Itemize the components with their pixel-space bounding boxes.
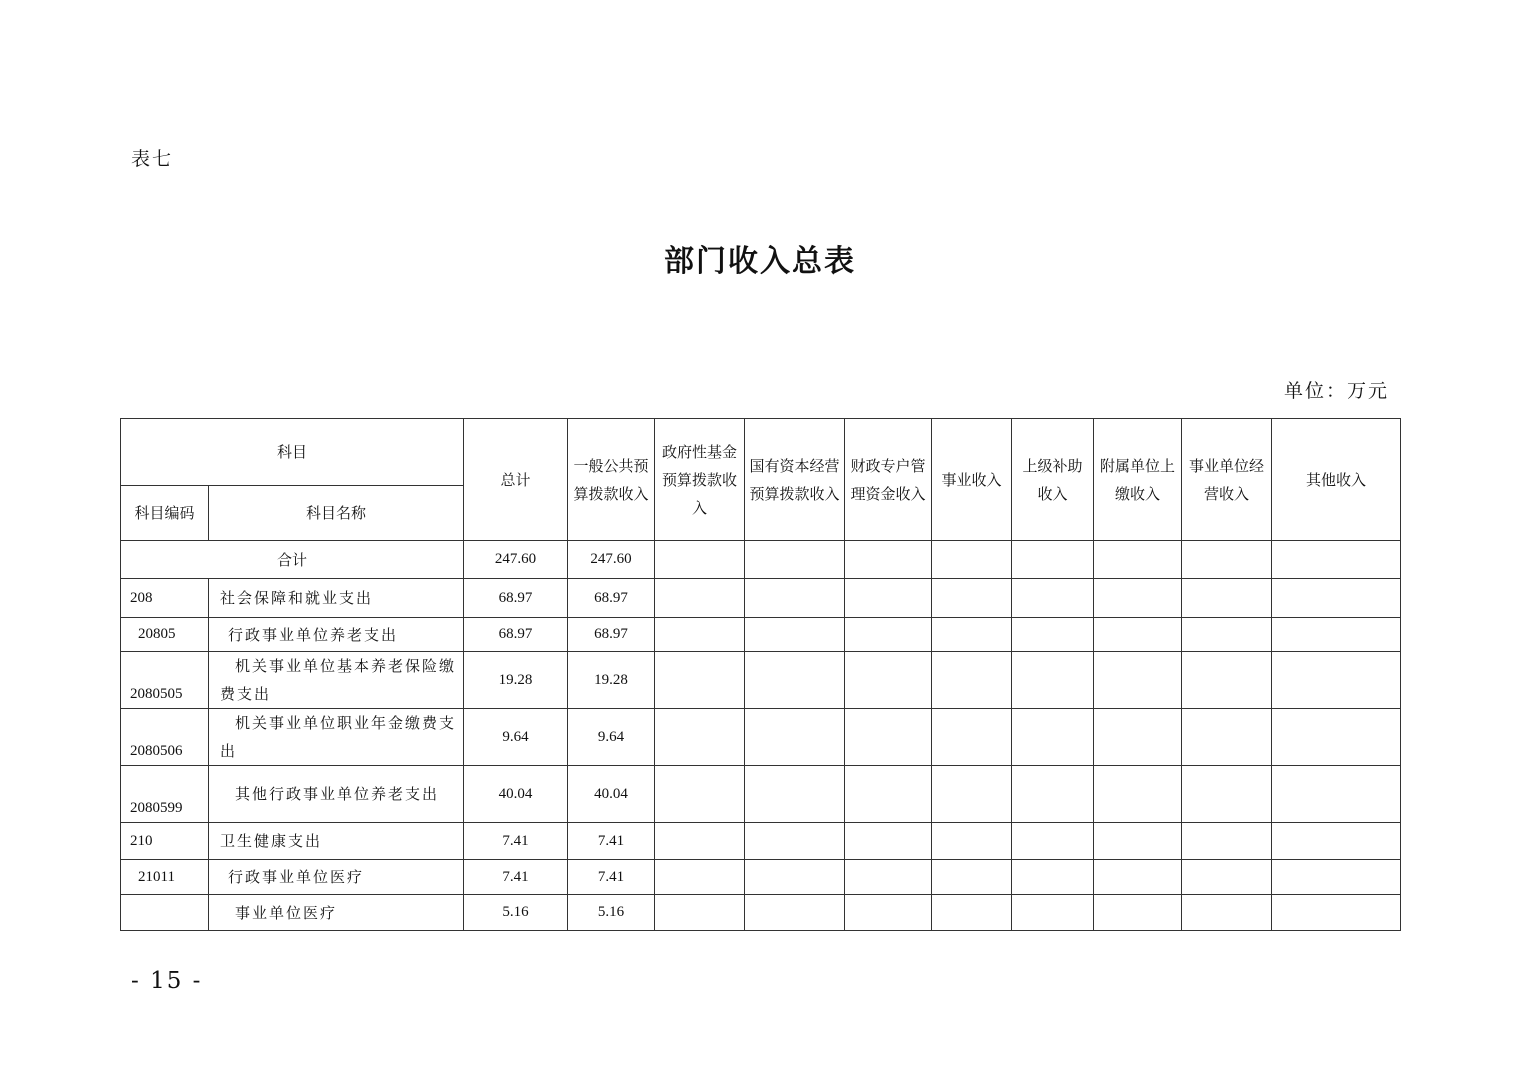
- subject-name: 卫生健康支出: [209, 823, 464, 860]
- subject-code: 2080505: [121, 652, 209, 709]
- table-row: [121, 823, 1401, 860]
- subject-code: 210: [121, 823, 209, 860]
- subject-name: 社会保障和就业支出: [209, 579, 464, 618]
- subject-name: [209, 766, 464, 823]
- subject-code: 2080506: [121, 709, 209, 766]
- header-operating-income: 事业单位经营收入: [1182, 419, 1272, 541]
- row-total: 68.97: [464, 579, 568, 618]
- header-general-budget: 一般公共预算拨款收入: [568, 419, 655, 541]
- total-row: [121, 541, 1401, 579]
- total-value: 247.60: [464, 541, 568, 579]
- table-row: [121, 895, 1401, 931]
- table-label: 表七: [131, 148, 174, 170]
- subject-name-text: 事业单位医疗: [235, 903, 338, 922]
- table-row: [121, 766, 1401, 823]
- header-subject-code: 科目编码: [121, 486, 209, 541]
- row-total: 68.97: [464, 618, 568, 652]
- row-general-budget: 5.16: [568, 895, 655, 931]
- header-superior-subsidy: 上级补助收入: [1012, 419, 1094, 541]
- row-total: 7.41: [464, 860, 568, 895]
- row-total: 5.16: [464, 895, 568, 931]
- page-number: - 15 -: [131, 968, 203, 994]
- table-row: [121, 579, 1401, 618]
- subject-name-text: 机关事业单位职业年金缴费支出: [220, 714, 457, 760]
- table-row: [121, 652, 1401, 709]
- row-general-budget: 7.41: [568, 823, 655, 860]
- subject-name: 行政事业单位养老支出: [209, 618, 464, 652]
- subject-name: [209, 895, 464, 931]
- total-general-budget: 247.60: [568, 541, 655, 579]
- unit-label: 单位：万元: [1283, 380, 1389, 402]
- row-general-budget: 68.97: [568, 579, 655, 618]
- header-subject-name: 科目名称: [209, 486, 464, 541]
- row-general-budget: 7.41: [568, 860, 655, 895]
- total-label: 合计: [121, 541, 464, 579]
- header-other-income: 其他收入: [1272, 419, 1401, 541]
- subject-code: 2080599: [121, 766, 209, 823]
- subject-code: [121, 895, 209, 931]
- header-affiliated-units: 附属单位上缴收入: [1094, 419, 1182, 541]
- row-general-budget: 19.28: [568, 652, 655, 709]
- header-business-income: 事业收入: [932, 419, 1012, 541]
- subject-name-text: 其他行政事业单位养老支出: [235, 785, 440, 803]
- header-state-capital: 国有资本经营预算拨款收入: [745, 419, 845, 541]
- header-subject: 科目: [121, 419, 464, 486]
- subject-name-text: 机关事业单位基本养老保险缴费支出: [220, 657, 457, 703]
- row-total: 40.04: [464, 766, 568, 823]
- row-total: 19.28: [464, 652, 568, 709]
- subject-code: 208: [121, 579, 209, 618]
- subject-name: [209, 709, 464, 766]
- header-total: 总计: [464, 419, 568, 541]
- page-title: 部门收入总表: [664, 244, 856, 279]
- row-general-budget: 9.64: [568, 709, 655, 766]
- row-general-budget: 40.04: [568, 766, 655, 823]
- table-row: [121, 860, 1401, 895]
- subject-code: 20805: [121, 618, 209, 652]
- table-row: [121, 709, 1401, 766]
- subject-name: 行政事业单位医疗: [209, 860, 464, 895]
- subject-name: [209, 652, 464, 709]
- income-summary-table: [120, 418, 1401, 931]
- subject-code: 21011: [121, 860, 209, 895]
- row-total: 7.41: [464, 823, 568, 860]
- header-gov-fund: 政府性基金预算拨款收入: [655, 419, 745, 541]
- row-total: 9.64: [464, 709, 568, 766]
- header-special-account: 财政专户管理资金收入: [845, 419, 932, 541]
- row-general-budget: 68.97: [568, 618, 655, 652]
- table-row: [121, 618, 1401, 652]
